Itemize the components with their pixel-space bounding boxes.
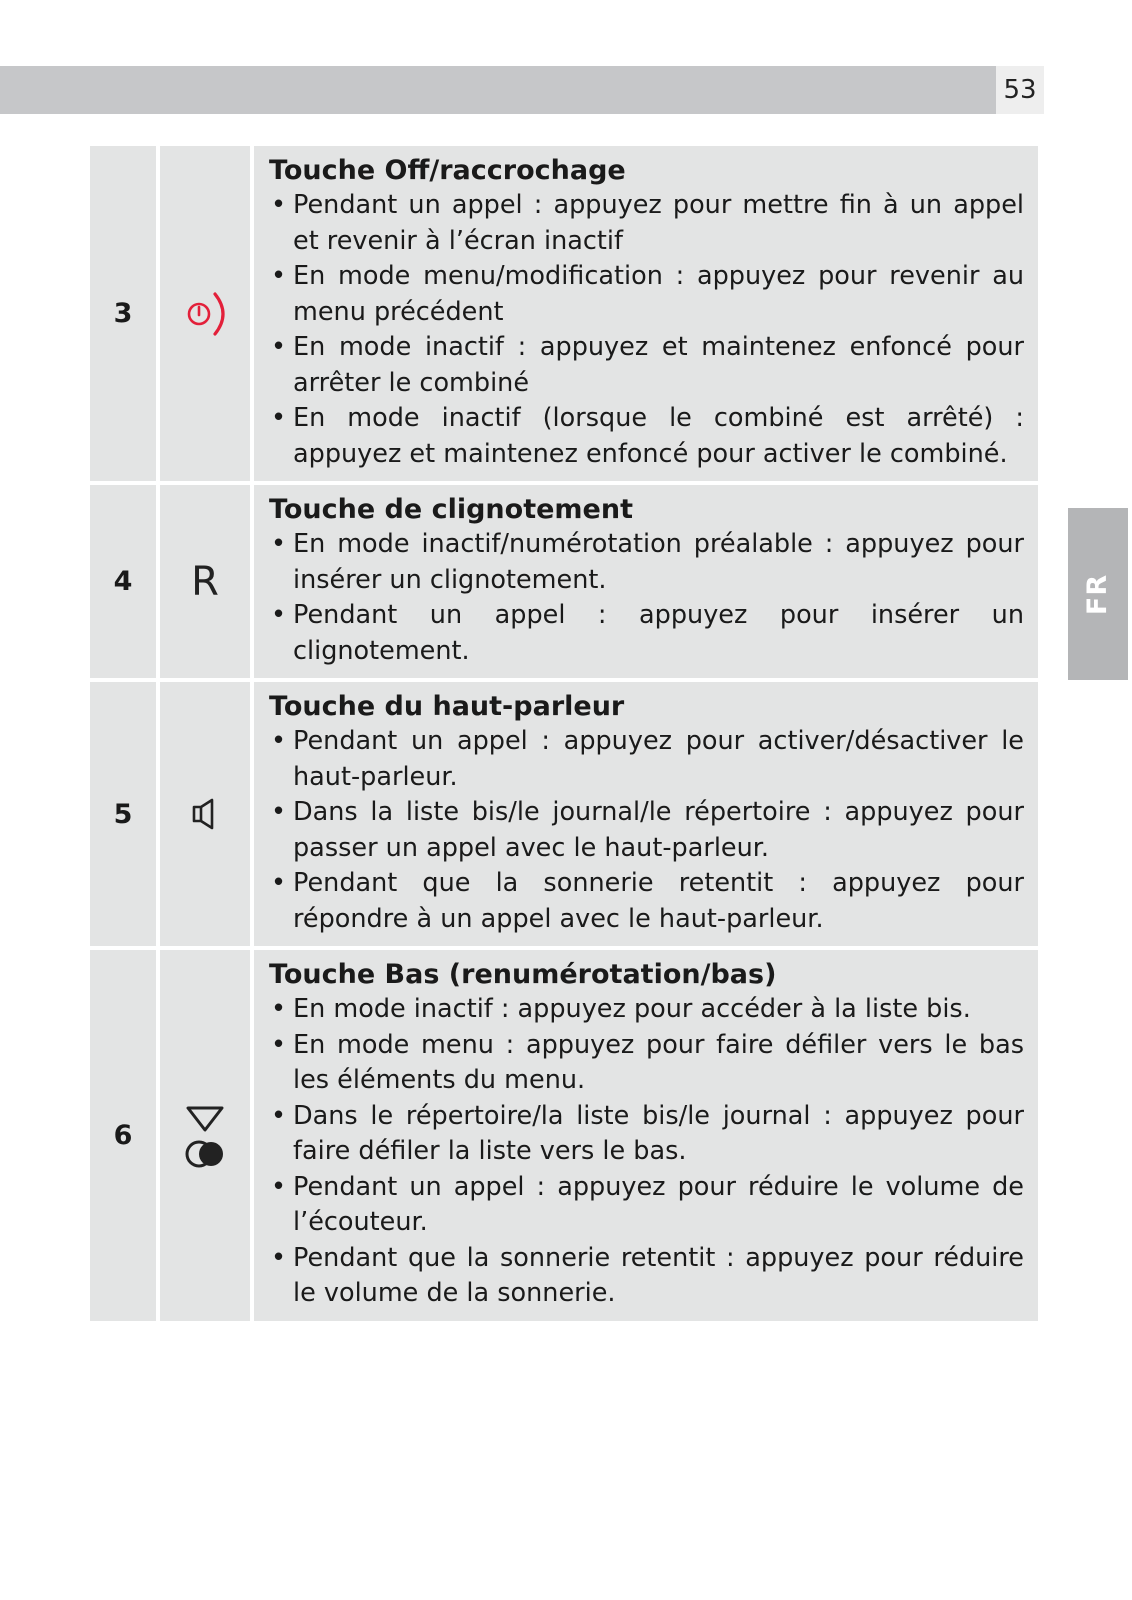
key-title: Touche Bas (renumérotation/bas) [269,959,777,990]
list-item: • En mode inactif : appuyez et maintenez enfoncé pour arrêter le combiné [269,330,1024,401]
list-item: • En mode inactif (lorsque le combiné est arrêté) : appuyez et maintenez enfoncé pour activer le combiné. [269,401,1024,472]
table-row [90,146,1038,481]
bullet-list [269,527,1024,669]
list-item: • Dans la liste bis/le journal/le répertoire : appuyez pour passer un appel avec le haut-parleur. [269,795,1024,866]
icon-cell [160,485,250,678]
icon-cell [160,682,250,946]
row-number: 5 [90,682,156,946]
icon-cell [160,950,250,1321]
description-cell [254,682,1038,946]
key-title: Touche de clignotement [269,494,633,525]
list-item: • En mode menu : appuyez pour faire défiler vers le bas les éléments du menu. [269,1028,1024,1099]
power-off-hangup-icon [177,286,233,342]
page-number: 53 [996,66,1044,114]
list-item: • Pendant un appel : appuyez pour mettre fin à un appel et revenir à l’écran inactif [269,188,1024,259]
list-item: • Pendant que la sonnerie retentit : appuyez pour réduire le volume de la sonnerie. [269,1241,1024,1312]
row-number: 4 [90,485,156,678]
bullet-list [269,724,1024,937]
list-item: • En mode menu/modification : appuyez pour revenir au menu précédent [269,259,1024,330]
table-row [90,950,1038,1321]
table-row [90,485,1038,678]
icon-cell [160,146,250,481]
row-number: 3 [90,146,156,481]
list-item: • Pendant un appel : appuyez pour réduire le volume de l’écouteur. [269,1170,1024,1241]
flash-r-icon: R [191,558,219,605]
list-item: • Dans le répertoire/la liste bis/le journal : appuyez pour faire défiler la liste vers le bas. [269,1099,1024,1170]
list-item: • En mode inactif/numérotation préalable : appuyez pour insérer un clignotement. [269,527,1024,598]
list-item: • Pendant un appel : appuyez pour insérer un clignotement. [269,598,1024,669]
header-bar [0,66,996,114]
list-item: • En mode inactif : appuyez pour accéder à la liste bis. [269,992,1024,1028]
table-row [90,682,1038,946]
key-function-table [90,146,1038,1325]
description-cell [254,485,1038,678]
list-item: • Pendant que la sonnerie retentit : appuyez pour répondre à un appel avec le haut-parleur. [269,866,1024,937]
language-tab-label: FR [1082,573,1114,615]
bullet-list [269,188,1024,472]
speaker-icon [185,794,225,834]
down-redial-icon [180,1098,230,1172]
row-number: 6 [90,950,156,1321]
bullet-list [269,992,1024,1312]
language-tab [1068,508,1128,680]
key-title: Touche Off/raccrochage [269,155,626,186]
list-item: • Pendant un appel : appuyez pour activer/désactiver le haut-parleur. [269,724,1024,795]
key-title: Touche du haut-parleur [269,691,625,722]
description-cell [254,146,1038,481]
description-cell [254,950,1038,1321]
